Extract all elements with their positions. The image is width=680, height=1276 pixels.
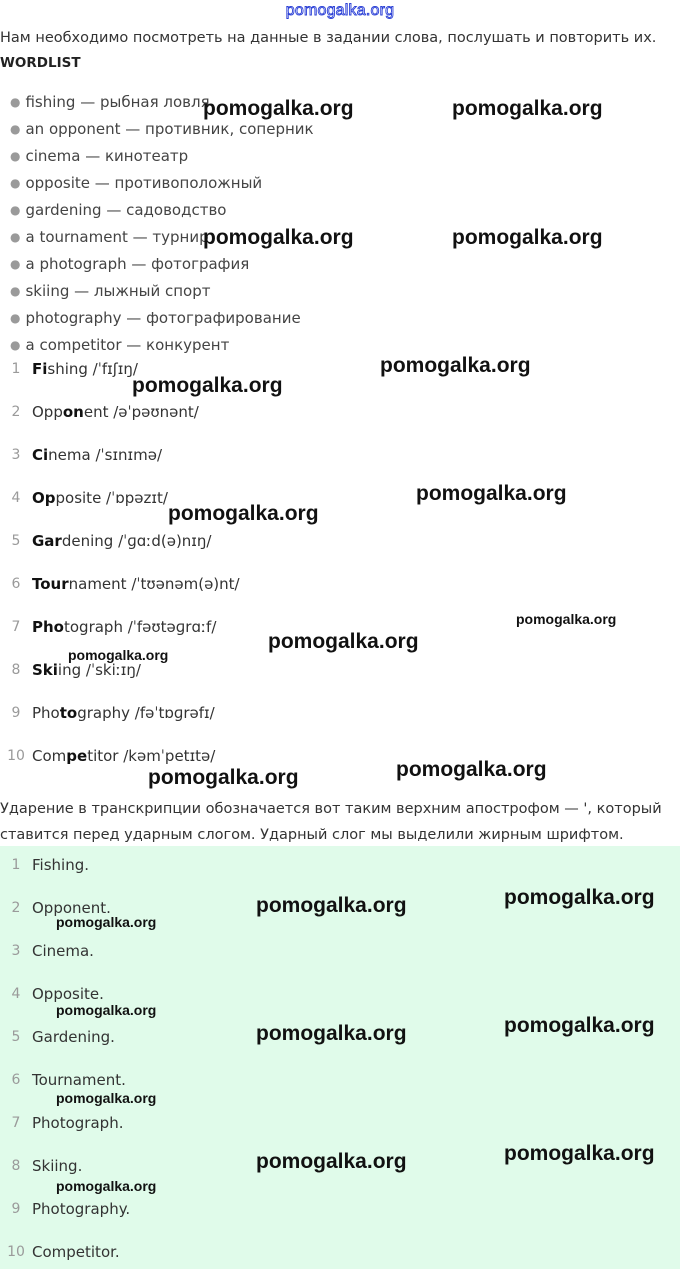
word-entry: a photograph — фотография xyxy=(25,254,250,273)
answer-text: Photography. xyxy=(32,1200,131,1218)
word-remainder: shing /ˈfɪʃɪŋ/ xyxy=(47,360,138,378)
bullet-icon: ● xyxy=(10,310,21,325)
watermark: pomogalka.org xyxy=(56,1002,157,1018)
item-number: 7 xyxy=(11,1115,21,1131)
item-number: 9 xyxy=(11,1201,21,1217)
word-entry: opposite — противоположный xyxy=(25,173,263,192)
watermark: pomogalka.org xyxy=(132,374,283,397)
answer-text: Competitor. xyxy=(32,1243,120,1261)
word-entry: photography — фотографирование xyxy=(25,308,301,327)
note-line: ставится перед ударным слогом. Ударный слог мы выделили жирным шрифтом. xyxy=(0,827,624,843)
watermark: pomogalka.org xyxy=(452,226,603,249)
stressed-syllable: Ci xyxy=(32,446,49,464)
watermark: pomogalka.org xyxy=(416,482,567,505)
word-remainder: ing /ˈskiːɪŋ/ xyxy=(57,661,141,679)
stressed-syllable: Tour xyxy=(32,575,69,593)
stressed-syllable: Op xyxy=(32,489,56,507)
word-prefix: Com xyxy=(32,747,67,765)
list-item xyxy=(0,142,680,169)
bullet-icon: ● xyxy=(10,175,21,190)
watermark: pomogalka.org xyxy=(504,1142,655,1165)
item-number: 9 xyxy=(11,705,21,721)
word-entry: gardening — садоводство xyxy=(25,200,227,219)
word-remainder: dening /ˈɡɑːd(ə)nɪŋ/ xyxy=(61,532,212,550)
wordlist xyxy=(0,88,680,358)
transcription-text xyxy=(32,532,211,550)
watermark: pomogalka.org xyxy=(148,766,299,789)
transcription-item xyxy=(0,694,680,737)
item-number: 1 xyxy=(11,857,21,873)
transcription-item xyxy=(0,479,680,522)
item-number: 4 xyxy=(11,986,21,1002)
answer-item xyxy=(0,1190,680,1233)
item-number: 10 xyxy=(7,748,25,764)
stressed-syllable: Ski xyxy=(32,661,58,679)
word-entry: a tournament — турнир xyxy=(25,227,209,246)
watermark: pomogalka.org xyxy=(203,226,354,249)
answer-text: Gardening. xyxy=(32,1028,115,1046)
watermark: pomogalka.org xyxy=(256,894,407,917)
answer-item xyxy=(0,846,680,889)
word-entry: cinema — кинотеатр xyxy=(25,146,189,165)
transcription-item xyxy=(0,350,680,393)
item-number: 6 xyxy=(11,576,21,592)
transcription-list xyxy=(0,350,680,780)
watermark: pomogalka.org xyxy=(203,97,354,120)
stressed-syllable: pe xyxy=(66,747,88,765)
item-number: 10 xyxy=(7,1244,25,1260)
word-remainder: tograph /ˈfəʊtəɡrɑːf/ xyxy=(63,618,217,636)
transcription-item xyxy=(0,565,680,608)
answer-text: Photograph. xyxy=(32,1114,124,1132)
list-item xyxy=(0,304,680,331)
watermark: pomogalka.org xyxy=(168,502,319,525)
word-remainder: titor /kəmˈpetɪtə/ xyxy=(87,747,216,765)
bullet-icon: ● xyxy=(10,202,21,217)
word-remainder: graphy /fəˈtɒɡrəfɪ/ xyxy=(77,704,215,722)
stressed-syllable: Gar xyxy=(32,532,62,550)
item-number: 5 xyxy=(11,533,21,549)
list-item xyxy=(0,196,680,223)
word-entry: an opponent — противник, соперник xyxy=(25,119,314,138)
watermark: pomogalka.org xyxy=(396,758,547,781)
transcription-text xyxy=(32,446,162,464)
word-remainder: nema /ˈsɪnɪmə/ xyxy=(48,446,163,464)
item-number: 8 xyxy=(11,662,21,678)
watermark: pomogalka.org xyxy=(56,914,157,930)
transcription-text xyxy=(32,661,141,679)
stressed-syllable: Pho xyxy=(32,618,64,636)
answer-text: Fishing. xyxy=(32,856,89,874)
note-line: Ударение в транскрипции обозначается вот таким верхним апострофом — ', который xyxy=(0,801,662,817)
bullet-icon: ● xyxy=(10,283,21,298)
transcription-text xyxy=(32,747,215,765)
bullet-icon: ● xyxy=(10,148,21,163)
transcription-text xyxy=(32,704,215,722)
watermark: pomogalka.org xyxy=(452,97,603,120)
word-entry: skiing — лыжный спорт xyxy=(25,281,211,300)
item-number: 4 xyxy=(11,490,21,506)
watermark: pomogalka.org xyxy=(504,886,655,909)
list-item xyxy=(0,277,680,304)
watermark: pomogalka.org xyxy=(68,647,169,663)
watermark: pomogalka.org xyxy=(268,630,419,653)
transcription-text xyxy=(32,360,138,378)
answer-text: Opponent. xyxy=(32,899,111,917)
answer-item xyxy=(0,1104,680,1147)
watermark: pomogalka.org xyxy=(516,611,617,627)
watermark: pomogalka.org xyxy=(380,354,531,377)
watermark: pomogalka.org xyxy=(256,1150,407,1173)
wordlist-heading: WORDLIST xyxy=(0,55,81,71)
answer-item xyxy=(0,1233,680,1276)
stress-note xyxy=(0,796,680,848)
transcription-text xyxy=(32,575,240,593)
item-number: 6 xyxy=(11,1072,21,1088)
item-number: 2 xyxy=(11,404,21,420)
site-logo: pomogalka.org xyxy=(285,2,395,19)
word-entry: fishing — рыбная ловля xyxy=(25,92,210,111)
bullet-icon: ● xyxy=(10,256,21,271)
item-number: 7 xyxy=(11,619,21,635)
word-entry: a competitor — конкурент xyxy=(25,335,230,354)
transcription-item xyxy=(0,436,680,479)
watermark: pomogalka.org xyxy=(504,1014,655,1037)
transcription-text xyxy=(32,489,168,507)
watermark: pomogalka.org xyxy=(56,1178,157,1194)
answer-text: Opposite. xyxy=(32,985,104,1003)
bullet-icon: ● xyxy=(10,94,21,109)
stressed-syllable: on xyxy=(62,403,84,421)
transcription-item xyxy=(0,737,680,780)
item-number: 3 xyxy=(11,943,21,959)
item-number: 5 xyxy=(11,1029,21,1045)
word-remainder: ent /əˈpəʊnənt/ xyxy=(83,403,199,421)
transcription-text xyxy=(32,403,199,421)
stressed-syllable: Fi xyxy=(32,360,48,378)
answer-item xyxy=(0,932,680,975)
answer-text: Skiing. xyxy=(32,1157,83,1175)
watermark: pomogalka.org xyxy=(256,1022,407,1045)
bullet-icon: ● xyxy=(10,229,21,244)
transcription-text xyxy=(32,618,216,636)
bullet-icon: ● xyxy=(10,121,21,136)
transcription-item xyxy=(0,522,680,565)
item-number: 2 xyxy=(11,900,21,916)
list-item xyxy=(0,250,680,277)
word-prefix: Pho xyxy=(32,704,60,722)
bullet-icon: ● xyxy=(10,337,21,352)
item-number: 8 xyxy=(11,1158,21,1174)
word-remainder: posite /ˈɒpəzɪt/ xyxy=(55,489,168,507)
word-remainder: nament /ˈtʊənəm(ə)nt/ xyxy=(68,575,240,593)
answer-text: Cinema. xyxy=(32,942,94,960)
word-prefix: Opp xyxy=(32,403,63,421)
stressed-syllable: to xyxy=(59,704,78,722)
answer-text: Tournament. xyxy=(32,1071,126,1089)
watermark: pomogalka.org xyxy=(56,1090,157,1106)
transcription-item xyxy=(0,393,680,436)
list-item xyxy=(0,169,680,196)
item-number: 1 xyxy=(11,361,21,377)
intro-text: Нам необходимо посмотреть на данные в задании слова, послушать и повторить их. xyxy=(0,30,657,46)
item-number: 3 xyxy=(11,447,21,463)
